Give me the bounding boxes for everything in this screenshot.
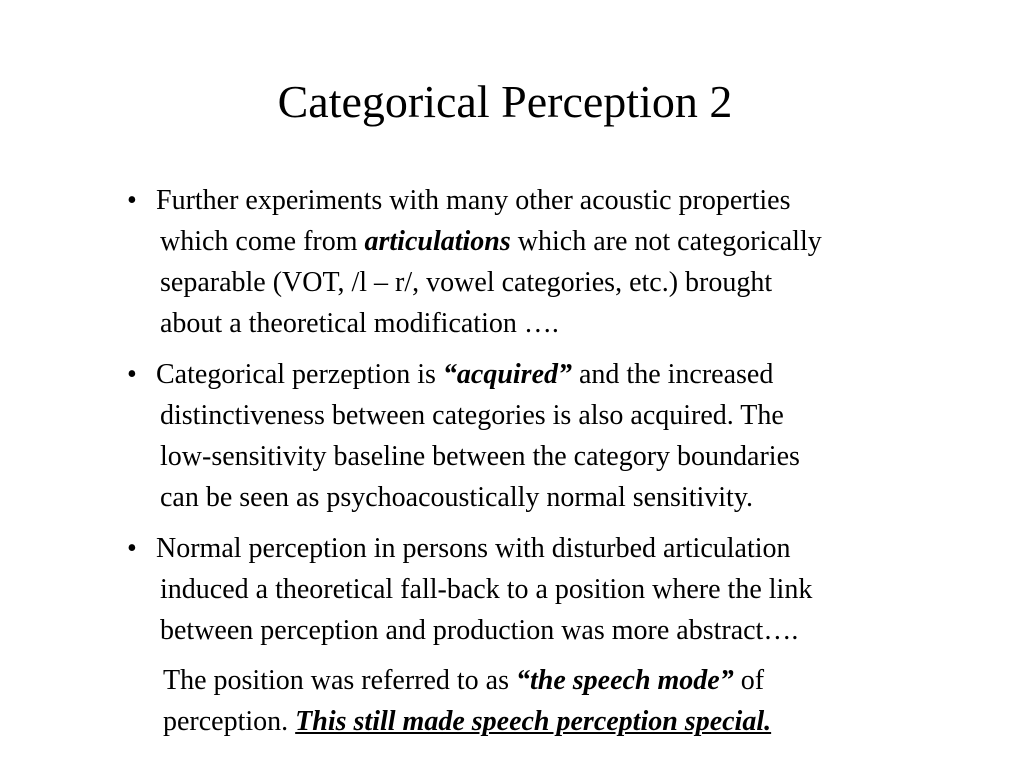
bullet-dot: •: [127, 359, 137, 390]
emphasis-acquired: “acquired”: [442, 359, 572, 390]
bullet-line: [160, 395, 987, 436]
bullet-line: [160, 221, 987, 262]
bullet-line: [160, 262, 987, 303]
text-run: Categorical perzeption is: [156, 359, 443, 390]
bullet-dot: •: [127, 533, 137, 564]
text-run: between perception and production was more abstract….: [160, 615, 799, 646]
bullet-line: [156, 528, 987, 569]
text-run: about a theoretical modification ….: [160, 308, 559, 339]
continuation-paragraph: [127, 660, 987, 742]
bullet-line: [156, 180, 987, 221]
text-run: can be seen as psychoacoustically normal sensitivity.: [160, 482, 754, 513]
emphasis-articulations: articulations: [364, 226, 511, 257]
text-run: induced a theoretical fall-back to a position where the link: [160, 574, 813, 605]
text-run: distinctiveness between categories is also acquired. The: [160, 400, 784, 431]
bullet-line: [160, 610, 987, 651]
text-run: low-sensitivity baseline between the category boundaries: [160, 441, 800, 472]
text-run: perception.: [163, 706, 296, 737]
continuation-line: [163, 701, 987, 742]
slide-title: Categorical Perception 2: [277, 76, 733, 127]
text-run: which are not categorically: [510, 226, 822, 257]
bullet-item: [127, 180, 987, 344]
emphasis-conclusion: This still made speech perception special.: [295, 706, 772, 737]
text-run: of: [733, 665, 765, 696]
text-run: Normal perception in persons with disturbed articulation: [156, 533, 791, 564]
text-run: separable (VOT, /l – r/, vowel categories, etc.) brought: [160, 267, 773, 298]
bullet-item: [127, 528, 987, 651]
text-run: The position was referred to as: [163, 665, 516, 696]
slide-body: [127, 180, 987, 742]
bullet-dot: •: [127, 185, 137, 216]
text-run: Further experiments with many other acoustic properties: [156, 185, 791, 216]
emphasis-speech-mode: “the speech mode”: [516, 665, 734, 696]
bullet-line: [160, 436, 987, 477]
bullet-line: [156, 354, 987, 395]
bullet-line: [160, 569, 987, 610]
bullet-line: [160, 477, 987, 518]
bullet-item: [127, 354, 987, 518]
bullet-line: [160, 303, 987, 344]
text-run: which come from: [160, 226, 365, 257]
text-run: and the increased: [572, 359, 774, 390]
continuation-line: [163, 660, 987, 701]
